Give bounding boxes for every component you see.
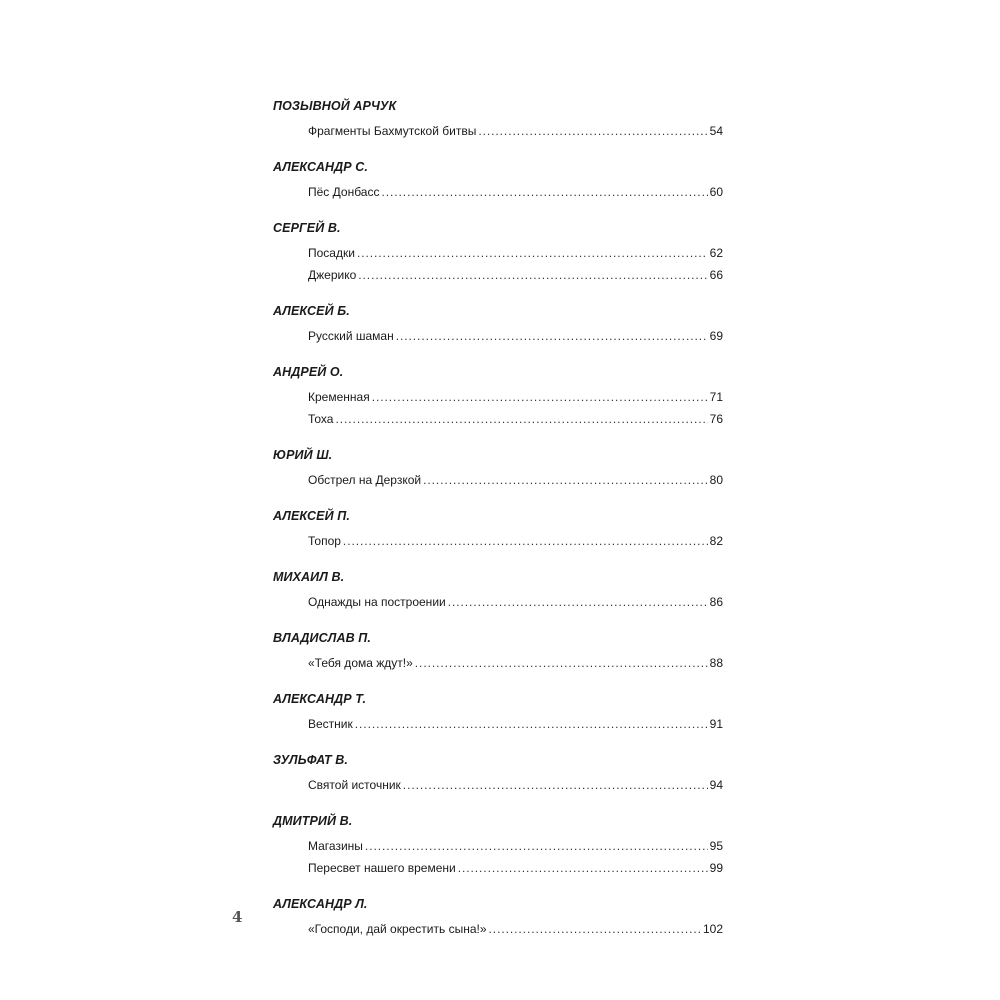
entry-title: Пересвет нашего времени <box>308 861 456 875</box>
toc-section <box>273 814 723 879</box>
toc-entry[interactable] <box>308 857 723 879</box>
entry-page-number: 99 <box>709 861 723 875</box>
entry-page-number: 69 <box>709 329 723 343</box>
dot-leader <box>372 386 708 408</box>
author-heading: АЛЕКСАНДР Т. <box>273 692 367 706</box>
toc-section <box>273 631 723 674</box>
toc-section <box>273 365 723 430</box>
author-heading: АЛЕКСАНДР С. <box>273 160 368 174</box>
author-heading: ЗУЛЬФАТ В. <box>273 753 348 767</box>
toc-entry[interactable] <box>308 713 723 735</box>
entry-page-number: 86 <box>709 595 723 609</box>
toc-section <box>273 99 723 142</box>
toc-section <box>273 509 723 552</box>
toc-entry[interactable] <box>308 386 723 408</box>
entry-page-number: 76 <box>709 412 723 426</box>
entry-title: Топор <box>308 534 341 548</box>
dot-leader <box>489 918 701 940</box>
entry-title: Вестник <box>308 717 353 731</box>
toc-entry[interactable] <box>308 325 723 347</box>
entry-page-number: 94 <box>709 778 723 792</box>
dot-leader <box>358 264 707 286</box>
author-heading: ПОЗЫВНОЙ АРЧУК <box>273 99 397 113</box>
page-number: 4 <box>232 908 243 926</box>
toc-section <box>273 753 723 796</box>
dot-leader <box>458 857 708 879</box>
author-heading: МИХАИЛ В. <box>273 570 345 584</box>
dot-leader <box>343 530 708 552</box>
entry-page-number: 88 <box>709 656 723 670</box>
dot-leader <box>355 713 708 735</box>
toc-entry[interactable] <box>308 652 723 674</box>
entry-title: Фрагменты Бахмутской битвы <box>308 124 477 138</box>
entry-page-number: 62 <box>709 246 723 260</box>
toc-section <box>273 692 723 735</box>
dot-leader <box>448 591 708 613</box>
dot-leader <box>415 652 708 674</box>
entry-title: Пёс Донбасс <box>308 185 380 199</box>
entry-page-number: 91 <box>709 717 723 731</box>
toc-section <box>273 221 723 286</box>
entry-page-number: 71 <box>709 390 723 404</box>
entry-page-number: 66 <box>709 268 723 282</box>
author-heading: ДМИТРИЙ В. <box>273 814 353 828</box>
toc-entry[interactable] <box>308 774 723 796</box>
entry-title: Магазины <box>308 839 363 853</box>
author-heading: АНДРЕЙ О. <box>273 365 344 379</box>
dot-leader <box>381 181 707 203</box>
toc-entry[interactable] <box>308 918 723 940</box>
toc-entry[interactable] <box>308 530 723 552</box>
entry-title: Джерико <box>308 268 357 282</box>
dot-leader <box>396 325 708 347</box>
toc-entry[interactable] <box>308 181 723 203</box>
toc-entry[interactable] <box>308 591 723 613</box>
entry-title: Посадки <box>308 246 355 260</box>
author-heading: АЛЕКСЕЙ Б. <box>273 304 350 318</box>
dot-leader <box>335 408 707 430</box>
entry-title: Кременная <box>308 390 370 404</box>
entry-page-number: 102 <box>702 922 723 936</box>
author-heading: АЛЕКСЕЙ П. <box>273 509 350 523</box>
entry-title: «Господи, дай окрестить сына!» <box>308 922 487 936</box>
toc-entry[interactable] <box>308 242 723 264</box>
author-heading: АЛЕКСАНДР Л. <box>273 897 368 911</box>
entry-page-number: 54 <box>709 124 723 138</box>
toc-entry[interactable] <box>308 469 723 491</box>
toc-entry[interactable] <box>308 835 723 857</box>
author-heading: СЕРГЕЙ В. <box>273 221 341 235</box>
dot-leader <box>423 469 708 491</box>
entry-page-number: 80 <box>709 473 723 487</box>
toc-entry[interactable] <box>308 264 723 286</box>
toc-section <box>273 160 723 203</box>
entry-page-number: 95 <box>709 839 723 853</box>
entry-title: Обстрел на Дерзкой <box>308 473 422 487</box>
dot-leader <box>365 835 708 857</box>
entry-title: «Тебя дома ждут!» <box>308 656 413 670</box>
author-heading: ЮРИЙ Ш. <box>273 448 333 462</box>
entry-page-number: 60 <box>709 185 723 199</box>
toc-entry[interactable] <box>308 120 723 142</box>
toc-section <box>273 448 723 491</box>
toc-entry[interactable] <box>308 408 723 430</box>
author-heading: ВЛАДИСЛАВ П. <box>273 631 371 645</box>
toc-section <box>273 304 723 347</box>
entry-page-number: 82 <box>709 534 723 548</box>
toc-section <box>273 570 723 613</box>
toc-section <box>273 897 723 940</box>
entry-title: Однажды на построении <box>308 595 446 609</box>
entry-title: Святой источник <box>308 778 401 792</box>
dot-leader <box>403 774 708 796</box>
dot-leader <box>357 242 708 264</box>
entry-title: Русский шаман <box>308 329 394 343</box>
table-of-contents <box>273 99 723 958</box>
dot-leader <box>478 120 707 142</box>
entry-title: Тоха <box>308 412 334 426</box>
